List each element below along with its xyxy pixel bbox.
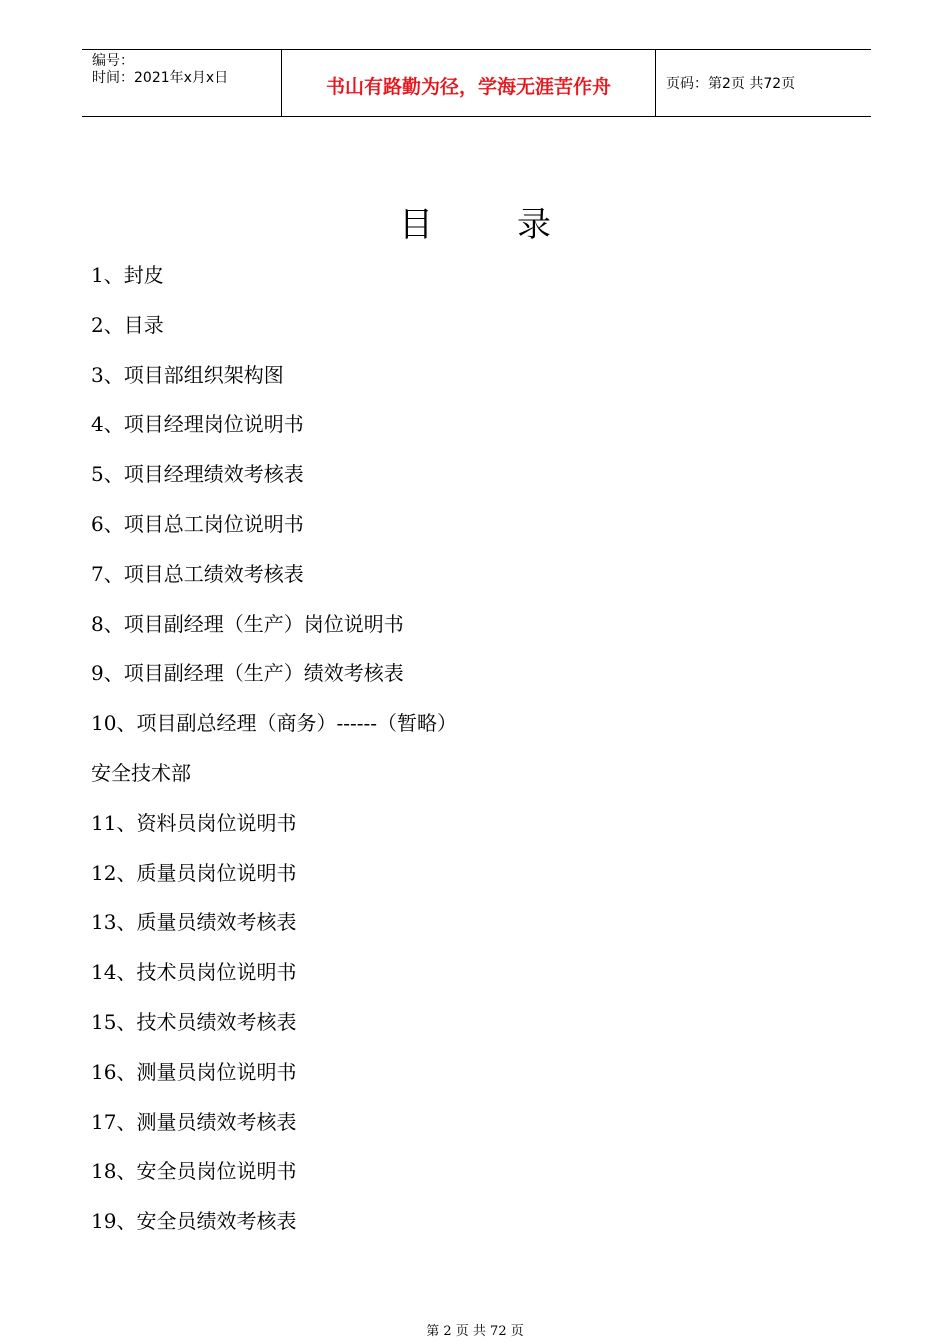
toc-item: 8、项目副经理（生产）岗位说明书 [91,611,404,636]
table-of-contents [91,255,457,1251]
toc-item: 12、质量员岗位说明书 [91,860,297,885]
toc-item: 15、技术员绩效考核表 [91,1009,297,1034]
toc-item: 10、项目副总经理（商务）------（暂略） [91,711,457,736]
toc-item: 14、技术员岗位说明书 [91,960,297,985]
toc-item: 7、项目总工绩效考核表 [91,561,304,586]
header-motto: 书山有路勤为径，学海无涯苦作舟 [282,50,656,116]
header-page-info: 页码：第2页 共72页 [666,76,796,92]
toc-item: 4、项目经理岗位说明书 [91,412,304,437]
time-label: 时间：2021年x月x日 [92,70,229,86]
toc-item: 5、项目经理绩效考核表 [91,462,304,487]
serial-label: 编号： [92,53,134,69]
toc-item: 19、安全员绩效考核表 [91,1209,297,1234]
toc-section-heading: 安全技术部 [91,760,191,785]
page-header [82,49,871,117]
toc-item: 13、质量员绩效考核表 [91,910,297,935]
toc-item: 17、测量员绩效考核表 [91,1109,297,1134]
toc-item: 9、项目副经理（生产）绩效考核表 [91,661,404,686]
toc-item: 6、项目总工岗位说明书 [91,511,304,536]
toc-item: 11、资料员岗位说明书 [91,810,297,835]
page-footer: 第 2 页 共 72 页 [426,1324,524,1339]
toc-item: 18、安全员岗位说明书 [91,1159,297,1184]
toc-item: 16、测量员岗位说明书 [91,1059,297,1084]
toc-item: 1、封皮 [91,263,164,287]
toc-item: 2、目录 [91,312,164,337]
header-meta-cell [82,50,282,116]
document-title: 目录 [399,205,635,245]
toc-item: 3、项目部组织架构图 [91,362,284,387]
